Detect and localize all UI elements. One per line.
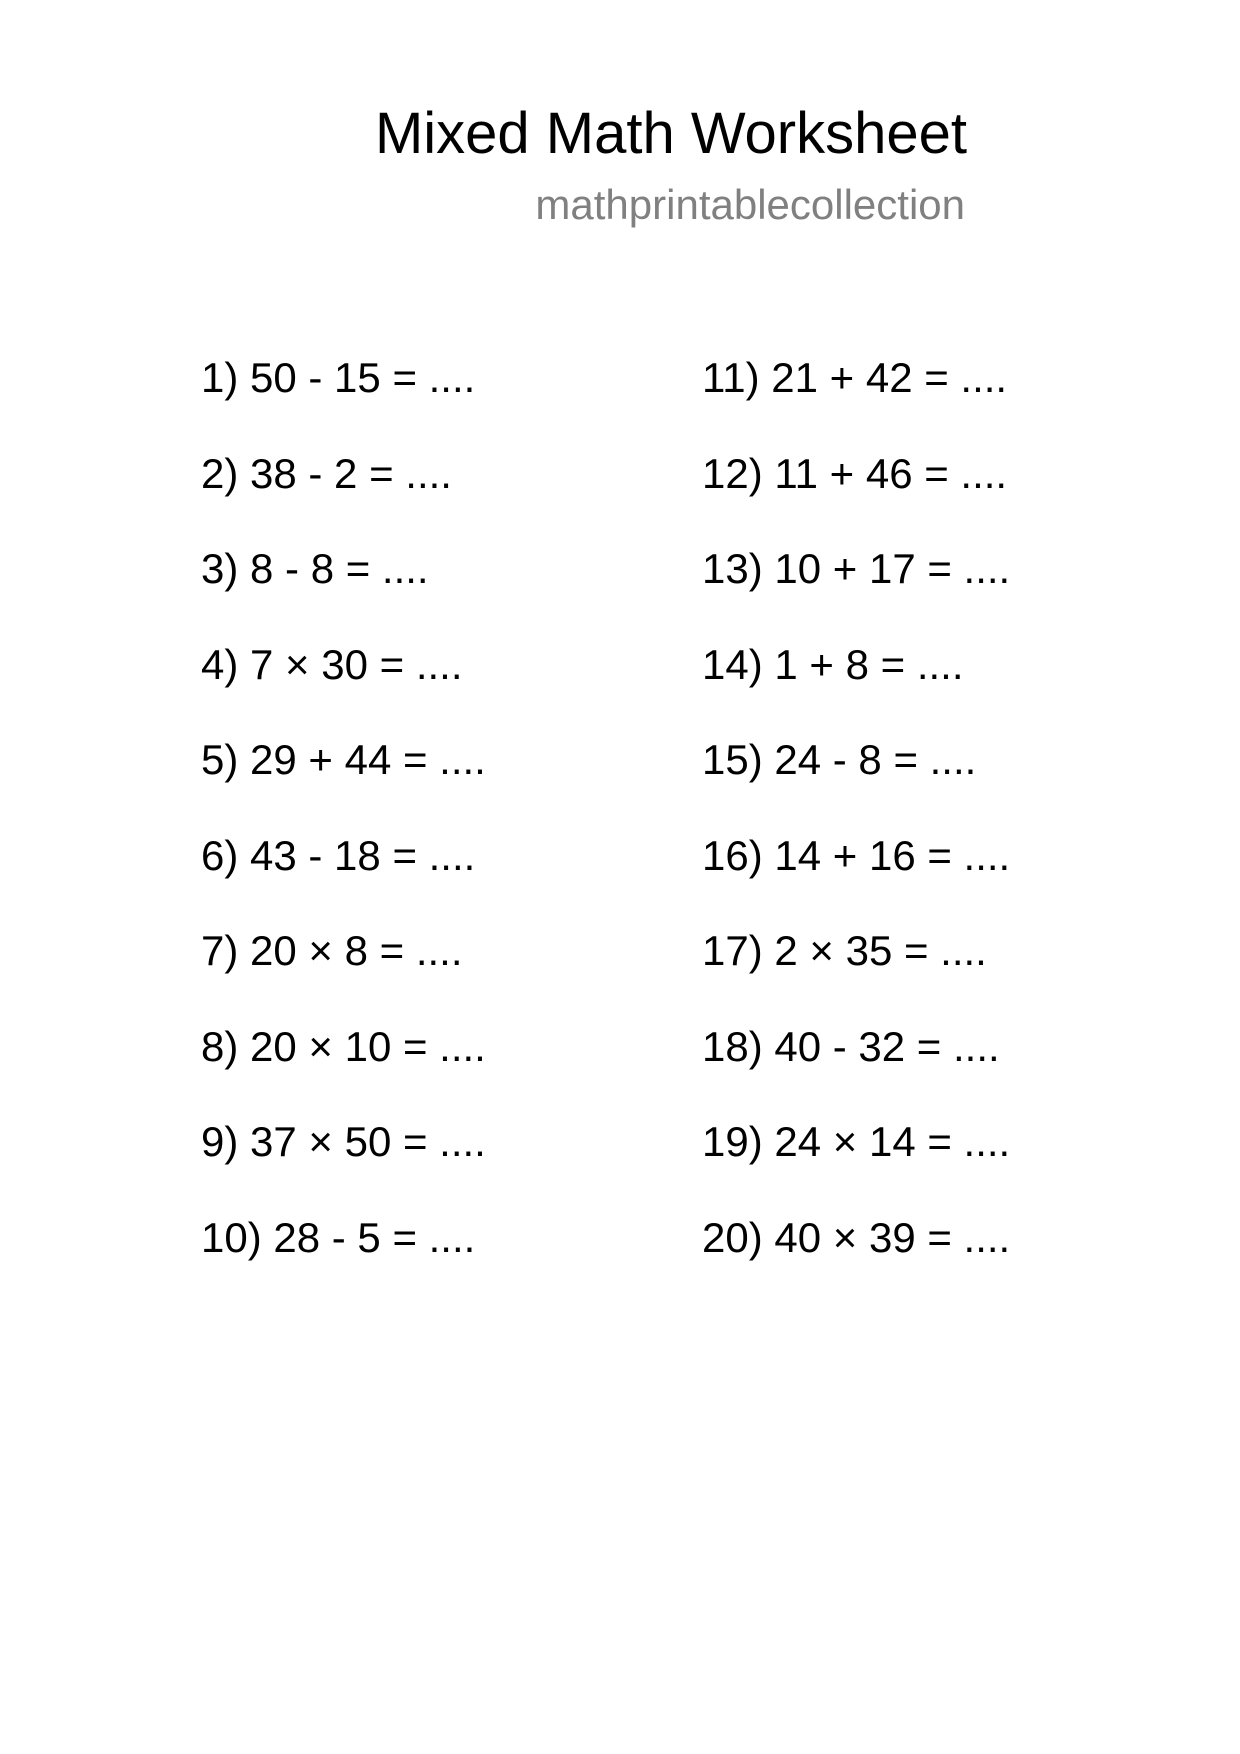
problem-14: 14) 1 + 8 = ....: [702, 640, 964, 688]
problem-15: 15) 24 - 8 = ....: [702, 736, 977, 783]
problem-16: 16) 14 + 16 = ....: [702, 831, 1011, 879]
problem-8: 8) 20 × 10 = ....: [201, 1022, 486, 1070]
problem-4: 4) 7 × 30 = ....: [201, 640, 463, 688]
worksheet-title: Mixed Math Worksheet: [374, 101, 967, 166]
problem-column-right: [702, 350, 1162, 1305]
problem-7: 7) 20 × 8 = ....: [201, 927, 463, 974]
problem-column-left: [201, 350, 661, 1305]
problem-10: 10) 28 - 5 = ....: [201, 1213, 476, 1261]
problem-3: 3) 8 - 8 = ....: [201, 545, 429, 592]
worksheet-source: mathprintablecollection: [535, 181, 965, 228]
problem-2: 2) 38 - 2 = ....: [201, 449, 452, 497]
problem-19: 19) 24 × 14 = ....: [702, 1118, 1011, 1165]
problem-11: 11) 21 + 42 = ....: [702, 354, 1008, 401]
problem-12: 12) 11 + 46 = ....: [702, 449, 1008, 497]
problem-5: 5) 29 + 44 = ....: [201, 736, 486, 783]
problem-1: 1) 50 - 15 = ....: [201, 354, 476, 401]
problem-6: 6) 43 - 18 = ....: [201, 831, 476, 879]
problem-13: 13) 10 + 17 = ....: [702, 545, 1011, 592]
problem-18: 18) 40 - 32 = ....: [702, 1022, 1000, 1070]
problem-17: 17) 2 × 35 = ....: [702, 927, 987, 974]
problem-9: 9) 37 × 50 = ....: [201, 1118, 486, 1165]
problem-20: 20) 40 × 39 = ....: [702, 1213, 1011, 1261]
